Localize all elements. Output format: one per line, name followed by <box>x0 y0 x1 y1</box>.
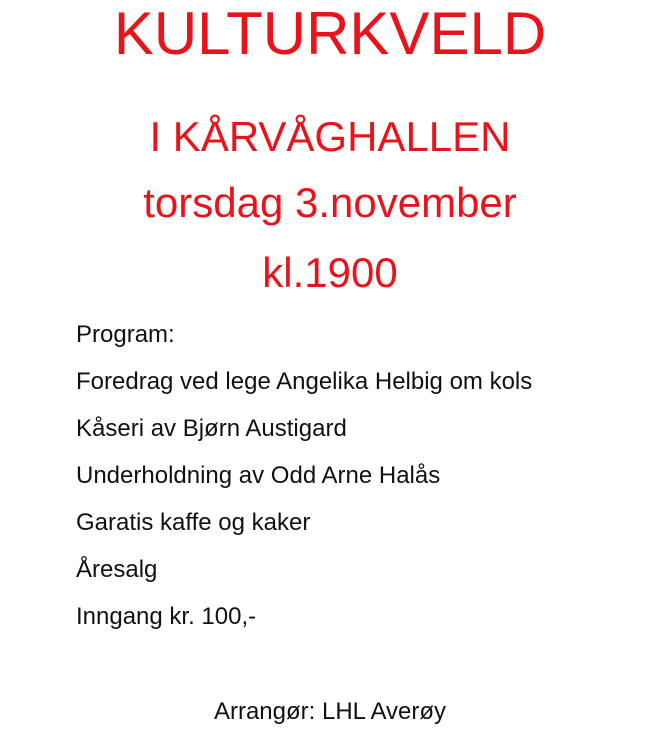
program-item-talk: Kåseri av Bjørn Austigard <box>76 415 347 442</box>
program-item-raffle: Åresalg <box>76 556 158 583</box>
program-item-admission: Inngang kr. 100,- <box>76 603 257 630</box>
program-item-entertainment: Underholdning av Odd Arne Halås <box>76 462 441 489</box>
program-list <box>76 320 532 649</box>
event-venue: I KÅRVÅGHALLEN <box>149 113 511 160</box>
poster-title: KULTURKVELD <box>113 0 547 67</box>
organizer-line: Arrangør: LHL Averøy <box>213 698 447 725</box>
event-date: torsdag 3.november <box>143 179 517 226</box>
program-heading: Program: <box>76 321 175 348</box>
program-item-refreshments: Garatis kaffe og kaker <box>76 509 311 536</box>
program-item-lecture: Foredrag ved lege Angelika Helbig om kols <box>76 368 533 395</box>
event-time: kl.1900 <box>262 249 398 296</box>
